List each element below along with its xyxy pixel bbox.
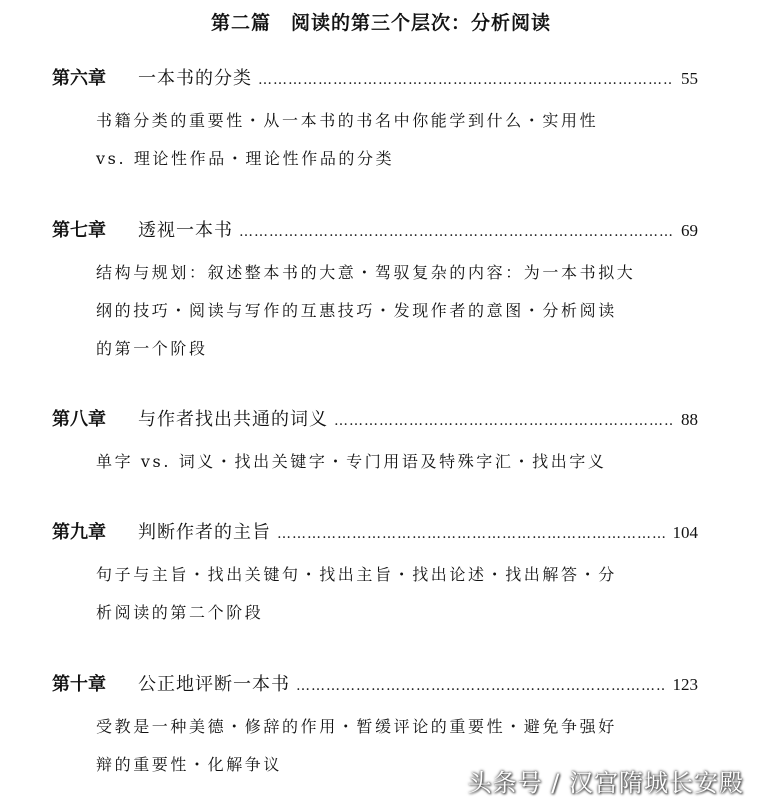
chapter-heading [52, 64, 698, 90]
toc-chapter-8 [52, 405, 698, 481]
topic-line: 的第一个阶段 [96, 339, 208, 358]
page-number: 104 [672, 523, 698, 542]
chapter-number: 第八章 [52, 409, 106, 430]
dot-leader [258, 72, 673, 88]
topic-line: 析阅读的第二个阶段 [96, 603, 264, 622]
page-number: 88 [681, 410, 698, 429]
chapter-topics [96, 102, 698, 178]
topic-line: 句子与主旨・找出关键句・找出主旨・找出论述・找出解答・分 [96, 565, 617, 584]
watermark: 头条号 / 汉宫隋城长安殿 [467, 769, 744, 797]
page-number: 55 [681, 69, 698, 88]
chapter-topics [96, 556, 698, 632]
chapter-number: 第六章 [52, 68, 106, 89]
toc-chapter-7 [52, 216, 698, 368]
topic-line: 单字 vs. 词义・找出关键字・专门用语及特殊字汇・找出字义 [96, 452, 607, 471]
chapter-number: 第七章 [52, 220, 106, 241]
topic-line: 辩的重要性・化解争议 [96, 755, 283, 774]
page-number: 69 [681, 221, 698, 240]
dot-leader [334, 413, 673, 429]
chapter-title: 透视一本书 [138, 220, 233, 241]
chapter-heading [52, 405, 698, 431]
chapter-number: 第十章 [52, 674, 106, 695]
chapter-number: 第九章 [52, 522, 106, 543]
chapter-heading [52, 670, 698, 696]
part-title: 第二篇 阅读的第三个层次：分析阅读 [210, 12, 551, 34]
chapter-title: 公正地评断一本书 [138, 674, 290, 695]
chapter-title: 判断作者的主旨 [138, 522, 271, 543]
page-number: 123 [672, 675, 698, 694]
dot-leader [277, 526, 665, 542]
dot-leader [239, 224, 673, 240]
topic-line: vs. 理论性作品・理论性作品的分类 [96, 149, 395, 168]
chapter-topics [96, 443, 698, 481]
topic-line: 受教是一种美德・修辞的作用・暂缓评论的重要性・避免争强好 [96, 717, 617, 736]
toc-chapter-6 [52, 64, 698, 178]
dot-leader [296, 678, 665, 694]
chapter-heading [52, 216, 698, 242]
chapter-title: 与作者找出共通的词义 [138, 409, 328, 430]
topic-line: 结构与规划：叙述整本书的大意・驾驭复杂的内容：为一本书拟大 [96, 263, 636, 282]
chapter-heading [52, 518, 698, 544]
topic-line: 书籍分类的重要性・从一本书的书名中你能学到什么・实用性 [96, 111, 599, 130]
chapter-title: 一本书的分类 [138, 68, 252, 89]
topic-line: 纲的技巧・阅读与写作的互惠技巧・发现作者的意图・分析阅读 [96, 301, 617, 320]
chapter-topics [96, 254, 698, 368]
toc-chapter-9 [52, 518, 698, 632]
